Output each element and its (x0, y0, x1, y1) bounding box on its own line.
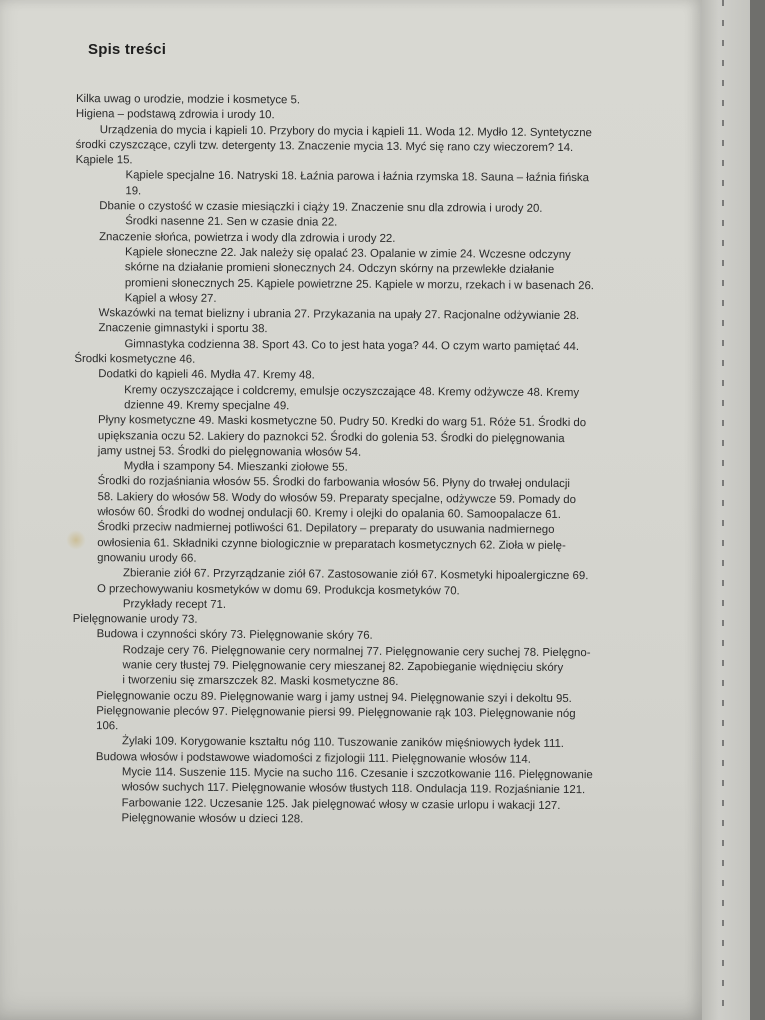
toc-line: Gimnastyka codzienna 38. Sport 43. Co to jest hata yoga? 44. O czym warto pamiętać 44. (124, 338, 580, 353)
toc-line: Pielęgnowanie oczu 89. Pielęgnowanie warg i jamy ustnej 94. Pielęgnowanie szyi i dekoltu 95. (96, 689, 572, 705)
toc-line: skórne na działanie promieni słonecznych 24. Odczyn skórny na przewlekłe działanie (124, 261, 555, 277)
toc-line: jamy ustnej 53. Środki do pielęgnowania włosów 54. (97, 444, 362, 459)
toc-line: Farbowanie 122. Uczesanie 125. Jak pielęgnować włosy w czasie urlopu i wakacji 127. (121, 796, 561, 812)
toc-line: gnowaniu urody 66. (97, 552, 197, 565)
toc-line: promieni słonecznych 25. Kąpiele powietrzne 25. Kąpiele w morzu, rzekach i w basenach 26. (124, 276, 595, 292)
toc-line: Dodatki do kąpieli 46. Mydła 47. Kremy 48. (98, 368, 315, 382)
toc-line: Kremy oczyszczające i coldcremy, emulsje oczyszczające 48. Kremy odżywcze 48. Kremy (124, 383, 580, 399)
toc-line: Urządzenia do mycia i kąpieli 10. Przybory do mycia i kąpieli 11. Woda 12. Mydło 12. Syntetyczne (99, 123, 592, 139)
toc-line: Pielęgnowanie pleców 97. Pielęgnowanie piersi 99. Pielęgnowanie rąk 103. Pielęgnowanie nóg (96, 705, 576, 720)
toc-line: Kąpiele specjalne 16. Natryski 18. Łaźnia parowa i łaźnia rzymska 18. Sauna – łaźnia fińska (125, 169, 590, 185)
toc-line: Pielęgnowanie urody 73. (72, 613, 198, 626)
toc-line: Płyny kosmetyczne 49. Maski kosmetyczne 50. Pudry 50. Kredki do warg 51. Róże 51. Środki do (97, 414, 587, 430)
toc-line: Mycie 114. Suszenie 115. Mycie na sucho 116. Czesanie i szczotkowanie 116. Pielęgnowanie (121, 766, 593, 782)
toc-line: Środki nasenne 21. Sen w czasie dnia 22. (125, 215, 338, 229)
toc-line: Pielęgnowanie włosów u dzieci 128. (121, 812, 304, 826)
toc-line: Środki przeciw nadmiernej potliwości 61. Depilatory – preparaty do usuwania nadmiernego (97, 521, 555, 537)
toc-line: Przykłady recept 71. (122, 598, 227, 611)
toc-line: Znaczenie słońca, powietrza i wody dla zdrowia i urody 22. (99, 230, 396, 245)
toc-line: Kilka uwag o urodzie, modzie i kosmetyce 5. (75, 92, 301, 107)
toc-line: dzienne 49. Kremy specjalne 49. (124, 399, 290, 413)
toc-line: wanie cery tłustej 79. Pielęgnowanie cery mieszanej 82. Zapobieganie więdnięciu skóry (122, 659, 564, 674)
toc-line: Środki kosmetyczne 46. (74, 353, 196, 366)
toc-line: włosów suchych 117. Pielęgnowanie włosów tłustych 118. Ondulacja 119. Rozjaśnianie 121. (121, 781, 586, 797)
toc-line: włosów 60. Środki do wodnej ondulacji 60. Kremy i olejki do opalania 60. Samoopalacze 61. (97, 506, 561, 521)
toc-line: O przechowywaniu kosmetyków w domu 69. Produkcja kosmetyków 70. (96, 582, 460, 597)
book-edge (750, 0, 765, 1020)
toc-line: Budowa włosów i podstawowe wiadomości z fizjologii 111. Pielęgnowanie włosów 114. (95, 750, 531, 766)
toc-line: Znaczenie gimnastyki i sportu 38. (98, 322, 268, 336)
toc-line: i tworzeniu się zmarszczek 82. Maski kosmetyczne 86. (122, 674, 399, 689)
toc-line: upiększania oczu 52. Lakiery do paznokci 52. Środki do golenia 53. Środki do pielęgnowania (97, 429, 565, 445)
toc-line: Kąpiel a włosy 27. (124, 292, 217, 305)
toc-line: Zbieranie ziół 67. Przyrządzanie ziół 67. Zastosowanie ziół 67. Kosmetyki hipoalergiczne 69. (123, 567, 589, 583)
toc-line: 106. (96, 720, 119, 733)
toc-line: owłosienia 61. Składniki czynne biologicznie w preparatach kosmetycznych 62. Zioła w pielę- (97, 536, 566, 552)
binding-stitch (722, 0, 724, 1020)
toc-line: Higiena – podstawą zdrowia i urody 10. (75, 108, 275, 122)
toc-line: Kąpiele 15. (75, 154, 133, 167)
page-title: Spis treści (88, 41, 167, 58)
toc-line: Mydła i szampony 54. Mieszanki ziołowe 55. (123, 460, 348, 474)
toc-line: Kąpiele słoneczne 22. Jak należy się opalać 23. Opalanie w zimie 24. Wczesne odczyny (124, 246, 571, 261)
toc-line: Budowa i czynności skóry 73. Pielęgnowanie skóry 76. (96, 628, 373, 643)
toc-line: Rodzaje cery 76. Pielęgnowanie cery normalnej 77. Pielęgnowanie cery suchej 78. Pielęgno- (122, 643, 591, 659)
toc-line: Dbanie o czystość w czasie miesiączki i ciąży 19. Znaczenie snu dla zdrowia i urody 20. (99, 200, 543, 215)
toc-line: 19. (125, 185, 142, 198)
toc-line: 58. Lakiery do włosów 58. Wody do włosów 59. Preparaty specjalne, odżywcze 59. Pomady do (97, 490, 577, 506)
next-page-edge (702, 0, 750, 1020)
toc-line: Wskazówki na temat bielizny i ubrania 27. Przykazania na upały 27. Racjonalne odżywianie 28. (98, 307, 580, 323)
toc-line: Środki do rozjaśniania włosów 55. Środki do farbowania włosów 56. Płyny do trwałej ondulacji (97, 475, 570, 491)
toc-line: Żylaki 109. Korygowanie kształtu nóg 110. Tuszowanie zaników mięśniowych łydek 111. (121, 735, 564, 751)
table-of-contents (72, 92, 676, 830)
paper-stain (66, 530, 86, 550)
toc-line: środki czyszczące, czyli tzw. detergenty 13. Znaczenie mycia 13. Myć się rano czy wieczorem? 14. (75, 138, 574, 154)
